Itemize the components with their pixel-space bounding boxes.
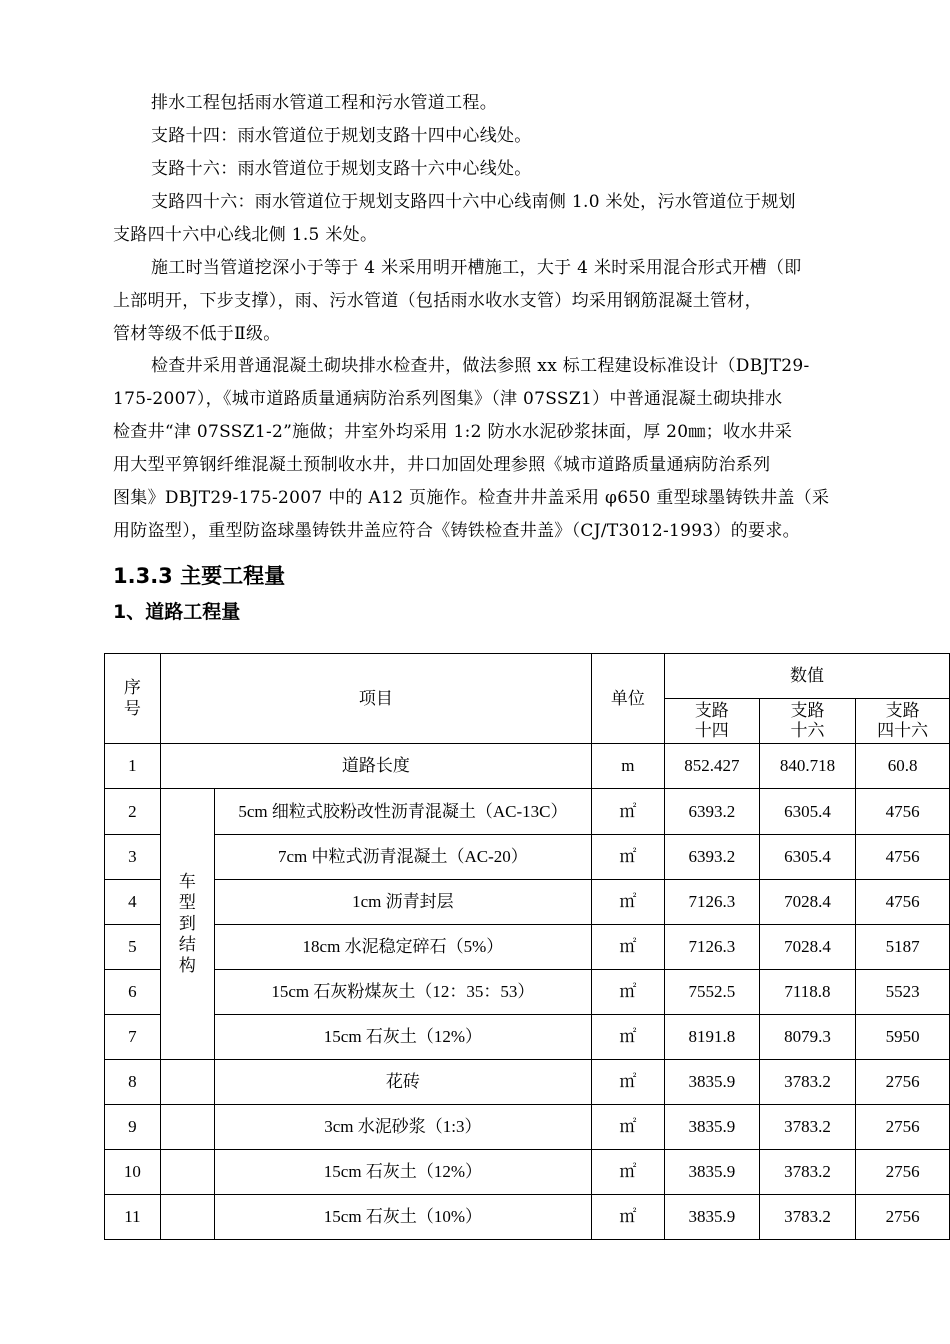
cell-item: 15cm 石灰粉煤灰土（12：35：53） [214,970,591,1015]
cell-value-branch-46: 2756 [856,1105,950,1150]
cell-unit: ㎡ [591,789,664,835]
cell-seq: 10 [105,1150,161,1195]
cell-item: 道路长度 [160,744,591,789]
text-line: 图集》DBJT29-175-2007 中的 A12 页施作。检查井井盖采用 φ650 重型球墨铸铁井盖（采 [113,488,830,508]
text-line: 检查井采用普通混凝土砌块排水检查井，做法参照 xx 标工程建设标准设计（DBJT29- [151,356,810,376]
table-row [105,1015,950,1060]
table-row [105,1195,950,1240]
cell-group-empty [160,1195,214,1240]
cell-value-branch-46: 4756 [856,880,950,925]
table-row [105,1060,950,1105]
cell-unit: ㎡ [591,1150,664,1195]
cell-item: 15cm 石灰土（10%） [214,1195,591,1240]
cell-unit: m [591,744,664,789]
cell-value-branch-16: 840.718 [759,744,856,789]
text-line: 用防盗型），重型防盗球墨铸铁井盖应符合《铸铁检查井盖》（CJ/T3012-1993）的要求。 [113,521,800,541]
paragraph-drainage-intro [113,87,861,120]
cell-value-branch-14: 3835.9 [664,1105,759,1150]
cell-value-branch-46: 5950 [856,1015,950,1060]
paragraph-branch-16 [113,153,861,186]
text-line: 排水工程包括雨水管道工程和污水管道工程。 [151,93,497,113]
text-line: 施工时当管道挖深小于等于 4 米采用明开槽施工，大于 4 米时采用混合形式开槽（即 [151,258,802,278]
table-body [105,744,950,1240]
cell-group-empty [160,1060,214,1105]
header-seq [105,654,161,744]
header-col-branch-14 [664,699,759,744]
cell-value-branch-14: 3835.9 [664,1195,759,1240]
cell-value-branch-16: 3783.2 [759,1060,856,1105]
cell-value-branch-46: 5187 [856,925,950,970]
cell-unit: ㎡ [591,1195,664,1240]
table-row [105,970,950,1015]
table-row [105,1150,950,1195]
cell-value-branch-14: 7552.5 [664,970,759,1015]
cell-unit: ㎡ [591,1060,664,1105]
table-row [105,925,950,970]
cell-value-branch-16: 6305.4 [759,835,856,880]
cell-value-branch-16: 7118.8 [759,970,856,1015]
header-col-branch-16 [759,699,856,744]
road-quantity-table [104,653,950,1240]
cell-value-branch-16: 3783.2 [759,1150,856,1195]
cell-unit: ㎡ [591,835,664,880]
text-line: 管材等级不低于Ⅱ级。 [113,324,281,344]
text-line: 检查井“津 07SSZ1-2”施做；井室外均采用 1:2 防水水泥砂浆抹面，厚 20㎜；收水井采 [113,422,793,442]
text-line: 支路四十六：雨水管道位于规划支路四十六中心线南侧 1.0 米处，污水管道位于规划 [151,192,796,212]
cell-seq: 3 [105,835,161,880]
cell-value-branch-14: 852.427 [664,744,759,789]
header-col-label: 支路 十六 [790,701,825,741]
table-row [105,789,950,835]
cell-unit: ㎡ [591,925,664,970]
cell-item: 5cm 细粒式胶粉改性沥青混凝土（AC-13C） [214,789,591,835]
cell-value-branch-16: 7028.4 [759,925,856,970]
cell-item: 3cm 水泥砂浆（1:3） [214,1105,591,1150]
cell-item: 7cm 中粒式沥青混凝土（AC-20） [214,835,591,880]
cell-unit: ㎡ [591,1015,664,1060]
cell-seq: 8 [105,1060,161,1105]
text-line: 用大型平箅钢纤维混凝土预制收水井，井口加固处理参照《城市道路质量通病防治系列 [113,455,771,475]
cell-value-branch-14: 6393.2 [664,789,759,835]
text-line: 175-2007），《城市道路质量通病防治系列图集》（津 07SSZ1）中普通混凝土砌块排水 [113,389,783,409]
cell-seq: 5 [105,925,161,970]
header-col-label: 支路 十四 [694,701,729,741]
cell-value-branch-16: 8079.3 [759,1015,856,1060]
cell-item: 花砖 [214,1060,591,1105]
cell-group-label: 车 型 到 结 构 [160,789,214,1060]
table-header-row [105,654,950,699]
cell-seq: 6 [105,970,161,1015]
cell-value-branch-16: 7028.4 [759,880,856,925]
cell-group-empty [160,1150,214,1195]
cell-unit: ㎡ [591,880,664,925]
cell-value-branch-14: 3835.9 [664,1150,759,1195]
cell-seq: 11 [105,1195,161,1240]
cell-seq: 1 [105,744,161,789]
paragraph-inspection-well [113,350,861,548]
cell-value-branch-16: 3783.2 [759,1195,856,1240]
cell-value-branch-46: 60.8 [856,744,950,789]
table-row [105,744,950,789]
text-line: 上部明开，下步支撑），雨、污水管道（包括雨水收水支管）均采用钢筋混凝土管材， [113,291,762,311]
text-line: 支路十六：雨水管道位于规划支路十六中心线处。 [151,159,532,179]
cell-value-branch-16: 3783.2 [759,1105,856,1150]
cell-group-empty [160,1105,214,1150]
cell-seq: 4 [105,880,161,925]
table-row [105,880,950,925]
cell-value-branch-14: 6393.2 [664,835,759,880]
cell-value-branch-14: 3835.9 [664,1060,759,1105]
cell-value-branch-46: 4756 [856,835,950,880]
table-row [105,1105,950,1150]
header-unit: 单位 [591,654,664,744]
cell-value-branch-16: 6305.4 [759,789,856,835]
text-line: 支路四十六中心线北侧 1.5 米处。 [113,225,378,245]
cell-seq: 2 [105,789,161,835]
text-line: 支路十四：雨水管道位于规划支路十四中心线处。 [151,126,532,146]
cell-value-branch-46: 5523 [856,970,950,1015]
paragraph-branch-14 [113,120,861,153]
table-row [105,835,950,880]
cell-unit: ㎡ [591,970,664,1015]
cell-seq: 7 [105,1015,161,1060]
cell-value-branch-46: 4756 [856,789,950,835]
header-values: 数值 [664,654,949,699]
cell-value-branch-14: 7126.3 [664,880,759,925]
header-seq-label: 序 号 [123,677,141,719]
header-col-branch-46 [856,699,950,744]
header-col-label: 支路 四十六 [877,701,929,741]
paragraph-branch-46 [113,186,861,252]
cell-value-branch-14: 7126.3 [664,925,759,970]
subsection-heading: 1、道路工程量 [113,601,241,623]
paragraph-construction-method [113,252,861,351]
cell-value-branch-14: 8191.8 [664,1015,759,1060]
cell-item: 15cm 石灰土（12%） [214,1150,591,1195]
cell-value-branch-46: 2756 [856,1060,950,1105]
cell-item: 18cm 水泥稳定碎石（5%） [214,925,591,970]
cell-unit: ㎡ [591,1105,664,1150]
cell-seq: 9 [105,1105,161,1150]
section-heading: 1.3.3 主要工程量 [113,564,286,588]
cell-item: 15cm 石灰土（12%） [214,1015,591,1060]
cell-value-branch-46: 2756 [856,1150,950,1195]
cell-item: 1cm 沥青封层 [214,880,591,925]
header-item: 项目 [160,654,591,744]
cell-value-branch-46: 2756 [856,1195,950,1240]
